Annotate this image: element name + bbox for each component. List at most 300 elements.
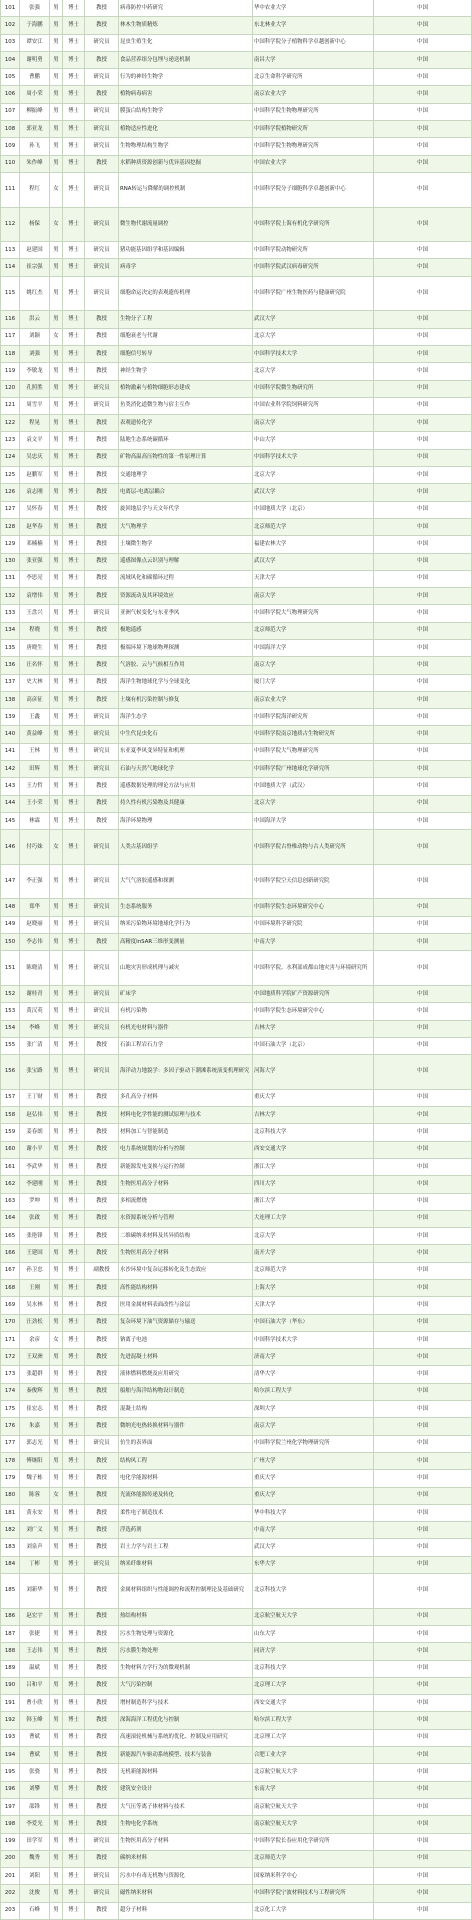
country-cell: 中国 (374, 1245, 472, 1261)
institution-cell: 北京大学 (253, 796, 374, 812)
institution-cell: 北京师范大学 (253, 1851, 374, 1867)
row-number-cell: 140 (0, 726, 20, 742)
gender-cell: 男 (50, 1799, 63, 1815)
degree-cell: 博士 (63, 138, 85, 154)
country-cell: 中国 (374, 1436, 472, 1452)
row-number-cell: 152 (0, 986, 20, 1002)
row-number-cell: 159 (0, 1124, 20, 1140)
person-name-cell: 赵晓丽 (20, 917, 50, 933)
row-number-cell: 167 (0, 1263, 20, 1279)
country-cell: 中国 (374, 1764, 472, 1780)
degree-cell: 博士 (63, 1366, 85, 1382)
job-title-cell: 教授 (85, 536, 119, 552)
research-field-cell: 先进混凝土材料 (119, 1349, 253, 1365)
person-name-cell: 余彦 (20, 1332, 50, 1348)
person-name-cell: 李思亮 (20, 571, 50, 587)
gender-cell: 男 (50, 1401, 63, 1417)
country-cell: 中国 (374, 1194, 472, 1210)
table-row (0, 830, 472, 865)
degree-cell: 博士 (63, 917, 85, 933)
job-title-cell: 研究员 (85, 259, 119, 275)
degree-cell: 博士 (63, 1349, 85, 1365)
country-cell: 中国 (374, 1712, 472, 1728)
table-row (0, 692, 472, 709)
degree-cell: 博士 (63, 934, 85, 950)
gender-cell: 男 (50, 1349, 63, 1365)
row-number-cell: 161 (0, 1159, 20, 1175)
research-field-cell: 岩土力学与岩土工程 (119, 1539, 253, 1555)
person-name-cell: 曹小欣 (20, 1695, 50, 1711)
row-number-cell: 190 (0, 1678, 20, 1694)
row-number-cell: 154 (0, 1021, 20, 1037)
gender-cell: 女 (50, 329, 63, 345)
person-name-cell: 魏秀 (20, 1851, 50, 1867)
gender-cell: 男 (50, 709, 63, 725)
degree-cell: 博士 (63, 865, 85, 899)
person-name-cell: 张亚强 (20, 554, 50, 570)
gender-cell: 男 (50, 1453, 63, 1469)
table-row (0, 277, 472, 312)
job-title-cell: 教授 (85, 467, 119, 483)
job-title-cell: 教授 (85, 1574, 119, 1608)
table-row (0, 899, 472, 916)
institution-cell: 中国地质大学（武汉） (253, 778, 374, 794)
person-name-cell: 陈晓清 (20, 951, 50, 985)
institution-cell: 中国科学院分子植物科学卓越创新中心 (253, 35, 374, 51)
degree-cell: 博士 (63, 1712, 85, 1728)
gender-cell: 男 (50, 1868, 63, 1884)
institution-cell: 吉林大学 (253, 1107, 374, 1123)
institution-cell: 北京师范大学 (253, 519, 374, 535)
gender-cell: 男 (50, 761, 63, 777)
degree-cell: 博士 (63, 778, 85, 794)
row-number-cell: 176 (0, 1418, 20, 1434)
research-field-cell: 水沙环境中复杂运移转化及生态效应 (119, 1263, 253, 1279)
country-cell: 中国 (374, 1176, 472, 1192)
job-title-cell: 教授 (85, 1159, 119, 1175)
row-number-cell: 126 (0, 484, 20, 500)
country-cell: 中国 (374, 1626, 472, 1642)
degree-cell: 博士 (63, 1730, 85, 1746)
research-field-cell: 浮选药剂 (119, 1522, 253, 1538)
institution-cell: 中国科学院海洋研究所 (253, 709, 374, 725)
institution-cell: 中国科学技术大学 (253, 346, 374, 362)
country-cell: 中国 (374, 1401, 472, 1417)
country-cell: 中国 (374, 1384, 472, 1400)
job-title-cell: 研究员 (85, 277, 119, 311)
table-row (0, 675, 472, 692)
institution-cell: 南开大学 (253, 1245, 374, 1261)
table-row (0, 1747, 472, 1764)
gender-cell: 男 (50, 657, 63, 673)
country-cell: 中国 (374, 1661, 472, 1677)
gender-cell: 男 (50, 536, 63, 552)
row-number-cell: 177 (0, 1436, 20, 1452)
row-number-cell: 192 (0, 1712, 20, 1728)
gender-cell: 男 (50, 640, 63, 656)
research-field-cell: 细胞信号转导 (119, 346, 253, 362)
row-number-cell: 194 (0, 1747, 20, 1763)
country-cell: 中国 (374, 1851, 472, 1867)
gender-cell: 女 (50, 1332, 63, 1348)
country-cell: 中国 (374, 796, 472, 812)
gender-cell: 男 (50, 1643, 63, 1659)
table-row (0, 467, 472, 484)
research-field-cell: 钠离子电池 (119, 1332, 253, 1348)
job-title-cell: 研究员 (85, 138, 119, 154)
country-cell: 中国 (374, 415, 472, 431)
institution-cell: 北京科技大学 (253, 1661, 374, 1677)
table-row (0, 1764, 472, 1781)
table-row (0, 86, 472, 103)
person-name-cell: 郑华 (20, 899, 50, 915)
institution-cell: 中国科学院生态环境研究中心 (253, 899, 374, 915)
institution-cell: 中国石油大学（华东） (253, 1315, 374, 1331)
research-field-cell: 二维碳纳米材料及其异质结构 (119, 1228, 253, 1244)
degree-cell: 博士 (63, 1522, 85, 1538)
job-title-cell: 教授 (85, 1297, 119, 1313)
job-title-cell: 教授 (85, 484, 119, 500)
person-name-cell: 刘阳 (20, 1868, 50, 1884)
person-name-cell: 邵锋 (20, 1799, 50, 1815)
country-cell: 中国 (374, 813, 472, 829)
degree-cell: 博士 (63, 1038, 85, 1054)
job-title-cell: 教授 (85, 1332, 119, 1348)
country-cell: 中国 (374, 1747, 472, 1763)
table-row (0, 35, 472, 52)
institution-cell: 北京大学 (253, 363, 374, 379)
job-title-cell: 教授 (85, 1747, 119, 1763)
gender-cell: 男 (50, 726, 63, 742)
country-cell: 中国 (374, 588, 472, 604)
degree-cell: 博士 (63, 329, 85, 345)
gender-cell: 男 (50, 1021, 63, 1037)
person-name-cell: 孔照胜 (20, 381, 50, 397)
row-number-cell: 129 (0, 536, 20, 552)
job-title-cell: 教授 (85, 1764, 119, 1780)
degree-cell: 博士 (63, 381, 85, 397)
row-number-cell: 171 (0, 1332, 20, 1348)
table-row (0, 1626, 472, 1643)
row-number-cell: 166 (0, 1245, 20, 1261)
row-number-cell: 193 (0, 1730, 20, 1746)
institution-cell: 南京大学 (253, 657, 374, 673)
institution-cell: 中国科学院大气物理研究所 (253, 605, 374, 621)
country-cell: 中国 (374, 467, 472, 483)
degree-cell: 博士 (63, 242, 85, 258)
row-number-cell: 117 (0, 329, 20, 345)
gender-cell: 男 (50, 1263, 63, 1279)
table-row (0, 1211, 472, 1228)
institution-cell: 北京师范大学 (253, 1263, 374, 1279)
country-cell: 中国 (374, 69, 472, 85)
research-field-cell: 医用金属材料表面改性与涂层 (119, 1297, 253, 1313)
degree-cell: 博士 (63, 709, 85, 725)
institution-cell: 清华大学 (253, 1366, 374, 1382)
degree-cell: 博士 (63, 1885, 85, 1901)
gender-cell: 男 (50, 1245, 63, 1261)
person-name-cell: 谢明勇 (20, 52, 50, 68)
table-row (0, 381, 472, 398)
research-field-cell: 植物激素与植物细胞形态建成 (119, 381, 253, 397)
table-row (0, 813, 472, 830)
table-row (0, 1816, 472, 1833)
degree-cell: 博士 (63, 398, 85, 414)
job-title-cell: 教授 (85, 346, 119, 362)
gender-cell: 男 (50, 52, 63, 68)
person-name-cell: 刘泉声 (20, 1539, 50, 1555)
table-row (0, 173, 472, 208)
table-row (0, 1159, 472, 1176)
table-row (0, 259, 472, 276)
row-number-cell: 168 (0, 1280, 20, 1296)
person-name-cell: 谢桂青 (20, 986, 50, 1002)
degree-cell: 博士 (63, 1194, 85, 1210)
institution-cell: 中国农业科学院饲料研究所 (253, 398, 374, 414)
institution-cell: 中国科学院、水利部成都山地灾害与环境研究所 (253, 951, 374, 985)
degree-cell: 博士 (63, 1661, 85, 1677)
country-cell: 中国 (374, 726, 472, 742)
country-cell: 中国 (374, 432, 472, 448)
degree-cell: 博士 (63, 951, 85, 985)
research-field-cell: 水资源系统分析与管理 (119, 1211, 253, 1227)
country-cell: 中国 (374, 1885, 472, 1901)
degree-cell: 博士 (63, 1505, 85, 1521)
country-cell: 中国 (374, 86, 472, 102)
table-row (0, 346, 472, 363)
person-name-cell: 王鑫 (20, 709, 50, 725)
research-field-cell: 高速滚轮机械与系统的优化、控制及应用研究 (119, 1730, 253, 1746)
job-title-cell: 教授 (85, 813, 119, 829)
research-field-cell: 生物物理结构生物学 (119, 138, 253, 154)
person-name-cell: 张强 (20, 0, 50, 16)
country-cell: 中国 (374, 1038, 472, 1054)
job-title-cell: 研究员 (85, 1557, 119, 1573)
country-cell: 中国 (374, 17, 472, 33)
row-number-cell: 164 (0, 1211, 20, 1227)
gender-cell: 男 (50, 1574, 63, 1608)
degree-cell: 博士 (63, 1488, 85, 1504)
row-number-cell: 182 (0, 1522, 20, 1538)
gender-cell: 男 (50, 1747, 63, 1763)
row-number-cell: 123 (0, 432, 20, 448)
country-cell: 中国 (374, 1868, 472, 1884)
country-cell: 中国 (374, 1349, 472, 1365)
country-cell: 中国 (374, 623, 472, 639)
institution-cell: 中国科学院生物物理研究所 (253, 104, 374, 120)
research-field-cell: 电离层-电离层耦合 (119, 484, 253, 500)
gender-cell: 男 (50, 571, 63, 587)
row-number-cell: 121 (0, 398, 20, 414)
degree-cell: 博士 (63, 1142, 85, 1158)
research-field-cell: 石油与天然气地球化学 (119, 761, 253, 777)
job-title-cell: 研究员 (85, 917, 119, 933)
institution-cell: 北京大学 (253, 467, 374, 483)
job-title-cell: 教授 (85, 1245, 119, 1261)
institution-cell: 福建农林大学 (253, 536, 374, 552)
job-title-cell: 教授 (85, 692, 119, 708)
person-name-cell: 高彦征 (20, 692, 50, 708)
degree-cell: 博士 (63, 1851, 85, 1867)
institution-cell: 北京化工大学 (253, 1903, 374, 1919)
country-cell: 中国 (374, 571, 472, 587)
table-row (0, 554, 472, 571)
row-number-cell: 163 (0, 1194, 20, 1210)
row-number-cell: 120 (0, 381, 20, 397)
table-row (0, 1245, 472, 1262)
country-cell: 中国 (374, 536, 472, 552)
research-field-cell: 病毒防控中药研究 (119, 0, 253, 16)
research-field-cell: 气溶胶、云与气候相互作用 (119, 657, 253, 673)
institution-cell: 中国海洋大学 (253, 813, 374, 829)
country-cell: 中国 (374, 1453, 472, 1469)
institution-cell: 济南大学 (253, 1349, 374, 1365)
job-title-cell: 教授 (85, 1730, 119, 1746)
degree-cell: 博士 (63, 1297, 85, 1313)
table-row (0, 657, 472, 674)
person-name-cell: 罗坤 (20, 1194, 50, 1210)
table-row (0, 104, 472, 121)
table-row (0, 1488, 472, 1505)
row-number-cell: 131 (0, 571, 20, 587)
degree-cell: 博士 (63, 1315, 85, 1331)
gender-cell: 男 (50, 986, 63, 1002)
gender-cell: 男 (50, 0, 63, 16)
degree-cell: 博士 (63, 1453, 85, 1469)
degree-cell: 博士 (63, 311, 85, 327)
country-cell: 中国 (374, 398, 472, 414)
job-title-cell: 教授 (85, 1142, 119, 1158)
country-cell: 中国 (374, 35, 472, 51)
country-cell: 中国 (374, 484, 472, 500)
degree-cell: 博士 (63, 623, 85, 639)
degree-cell: 博士 (63, 899, 85, 915)
institution-cell: 中国农业大学 (253, 156, 374, 172)
gender-cell: 男 (50, 1816, 63, 1832)
research-field-cell: 有机污染物 (119, 1003, 253, 1019)
degree-cell: 博士 (63, 1436, 85, 1452)
research-field-cell: 水稻种质资源创新与优异基因挖掘 (119, 156, 253, 172)
country-cell: 中国 (374, 1678, 472, 1694)
table-row (0, 1539, 472, 1556)
degree-cell: 博士 (63, 1799, 85, 1815)
degree-cell: 博士 (63, 692, 85, 708)
person-name-cell: 郭亚龙 (20, 121, 50, 137)
row-number-cell: 179 (0, 1470, 20, 1486)
country-cell: 中国 (374, 640, 472, 656)
degree-cell: 博士 (63, 1574, 85, 1608)
gender-cell: 男 (50, 69, 63, 85)
table-row (0, 951, 472, 986)
research-field-cell: 山地灾害形成机理与减灾 (119, 951, 253, 985)
degree-cell: 博士 (63, 726, 85, 742)
person-name-cell: 李正强 (20, 865, 50, 899)
gender-cell: 男 (50, 1211, 63, 1227)
research-field-cell: 电化学能源材料 (119, 1470, 253, 1486)
person-name-cell: 吴怀春 (20, 502, 50, 518)
degree-cell: 博士 (63, 1903, 85, 1919)
job-title-cell: 教授 (85, 450, 119, 466)
gender-cell: 男 (50, 415, 63, 431)
degree-cell: 博士 (63, 571, 85, 587)
degree-cell: 博士 (63, 1263, 85, 1279)
country-cell: 中国 (374, 1055, 472, 1089)
row-number-cell: 169 (0, 1297, 20, 1313)
table-row (0, 1090, 472, 1107)
row-number-cell: 157 (0, 1090, 20, 1106)
research-field-cell: 鱼类消化道微生物与宿主互作 (119, 398, 253, 414)
degree-cell: 博士 (63, 1626, 85, 1642)
person-name-cell: 赵华春 (20, 519, 50, 535)
degree-cell: 博士 (63, 1695, 85, 1711)
degree-cell: 博士 (63, 1124, 85, 1140)
row-number-cell: 141 (0, 744, 20, 760)
job-title-cell: 教授 (85, 1349, 119, 1365)
row-number-cell: 105 (0, 69, 20, 85)
person-name-cell: 付巧妹 (20, 830, 50, 864)
gender-cell: 男 (50, 813, 63, 829)
row-number-cell: 115 (0, 277, 20, 311)
job-title-cell: 研究员 (85, 1834, 119, 1850)
table-row (0, 1436, 472, 1453)
degree-cell: 博士 (63, 277, 85, 311)
row-number-cell: 188 (0, 1643, 20, 1659)
row-number-cell: 191 (0, 1695, 20, 1711)
table-row (0, 744, 472, 761)
institution-cell: 中国科学院空天信息创新研究院 (253, 865, 374, 899)
job-title-cell: 教授 (85, 588, 119, 604)
research-field-cell: 中生代昆虫化石 (119, 726, 253, 742)
country-cell: 中国 (374, 173, 472, 207)
person-name-cell: 姜春朗 (20, 1124, 50, 1140)
institution-cell: 南京航空航天大学 (253, 1799, 374, 1815)
person-name-cell: 李建刚 (20, 1176, 50, 1192)
research-field-cell: 复杂环境下油气资源储存与输送 (119, 1315, 253, 1331)
table-row (0, 1366, 472, 1383)
gender-cell: 男 (50, 917, 63, 933)
job-title-cell: 教授 (85, 1522, 119, 1538)
table-row (0, 1280, 472, 1297)
research-field-cell: 磁性纳米材料 (119, 1885, 253, 1901)
research-field-cell: 亚洲气候变化与东亚季风 (119, 605, 253, 621)
row-number-cell: 148 (0, 899, 20, 915)
person-name-cell: 孙卫忠 (20, 1263, 50, 1279)
person-name-cell: 张骁 (20, 1764, 50, 1780)
country-cell: 中国 (374, 1730, 472, 1746)
degree-cell: 博士 (63, 86, 85, 102)
person-name-cell: 刘颖 (20, 329, 50, 345)
job-title-cell: 教授 (85, 623, 119, 639)
degree-cell: 博士 (63, 1055, 85, 1089)
degree-cell: 博士 (63, 830, 85, 864)
row-number-cell: 181 (0, 1505, 20, 1521)
table-row (0, 1730, 472, 1747)
institution-cell: 中国科学技术大学 (253, 450, 374, 466)
gender-cell: 男 (50, 17, 63, 33)
job-title-cell: 副教授 (85, 1263, 119, 1279)
country-cell: 中国 (374, 1280, 472, 1296)
research-field-cell: 柔性电子制造技术 (119, 1505, 253, 1521)
institution-cell: 中国科学院武汉病毒研究所 (253, 259, 374, 275)
row-number-cell: 199 (0, 1834, 20, 1850)
institution-cell: 武汉大学 (253, 311, 374, 327)
gender-cell: 男 (50, 381, 63, 397)
job-title-cell: 研究员 (85, 104, 119, 120)
gender-cell: 男 (50, 86, 63, 102)
gender-cell: 男 (50, 467, 63, 483)
country-cell: 中国 (374, 1782, 472, 1798)
table-row (0, 1903, 472, 1920)
